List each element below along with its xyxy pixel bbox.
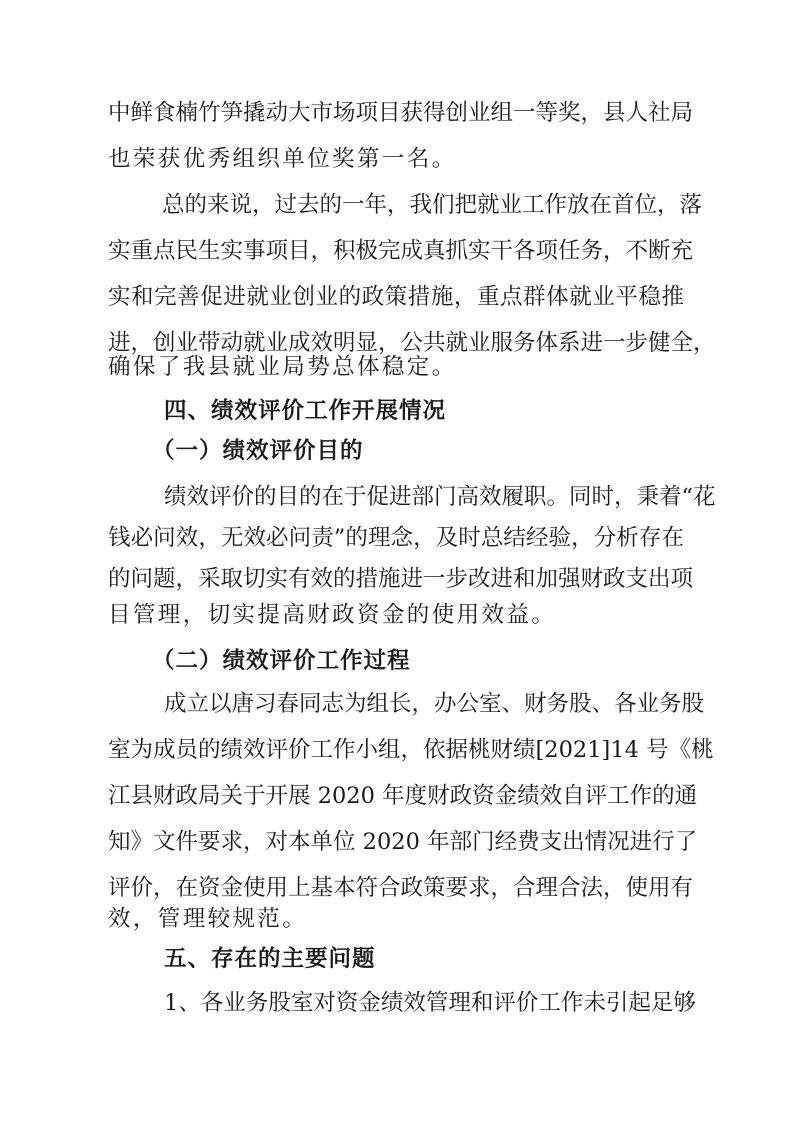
paragraph-line: 实和完善促进就业创业的政策措施，重点群体就业平稳推 (108, 284, 684, 310)
paragraph-line: 总的来说，过去的一年，我们把就业工作放在首位，落 (162, 192, 703, 218)
section-heading: 五、存在的主要问题 (164, 946, 376, 972)
subsection-heading: （一）绩效评价目的 (152, 438, 364, 464)
paragraph-line: 目管理，切实提高财政资金的使用效益。 (108, 602, 557, 628)
paragraph-line: 评价，在资金使用上基本符合政策要求，合理合法，使用有 (108, 875, 694, 901)
paragraph-line: 成立以唐习春同志为组长，办公室、财务股、各业务股 (164, 691, 705, 717)
paragraph-line: 中鲜食楠竹笋撬动大市场项目获得创业组一等奖，县人社局 (108, 100, 694, 126)
paragraph-line: 钱必问效，无效必问责”的理念，及时总结经验，分析存在 (108, 525, 684, 551)
section-heading: 四、绩效评价工作开展情况 (164, 398, 447, 424)
paragraph-line: 1、各业务股室对资金绩效管理和评价工作未引起足够 (164, 990, 696, 1016)
paragraph-line: 也荣获优秀组织单位奖第一名。 (108, 146, 457, 172)
paragraph-line: 效，管理较规范。 (108, 906, 308, 932)
paragraph-line: 确保了我县就业局势总体稳定。 (108, 354, 457, 380)
paragraph-line: 知》文件要求，对本单位 2020 年部门经费支出情况进行了 (108, 829, 698, 855)
paragraph-line: 进，创业带动就业成效明显，公共就业服务体系进一步健全， (108, 330, 716, 356)
paragraph-line: 江县财政局关于开展 2020 年度财政资金绩效自评工作的通 (108, 783, 698, 809)
paragraph-line: 实重点民生实事项目，积极完成真抓实干各项任务，不断充 (108, 238, 694, 264)
subsection-heading: （二）绩效评价工作过程 (152, 648, 411, 674)
paragraph-line: 室为成员的绩效评价工作小组，依据桃财绩[2021]14 号《桃 (108, 737, 714, 763)
paragraph-line: 的问题，采取切实有效的措施进一步改进和加强财政支出项 (108, 566, 694, 592)
paragraph-line: 绩效评价的目的在于促进部门高效履职。同时，秉着“花 (164, 484, 716, 510)
